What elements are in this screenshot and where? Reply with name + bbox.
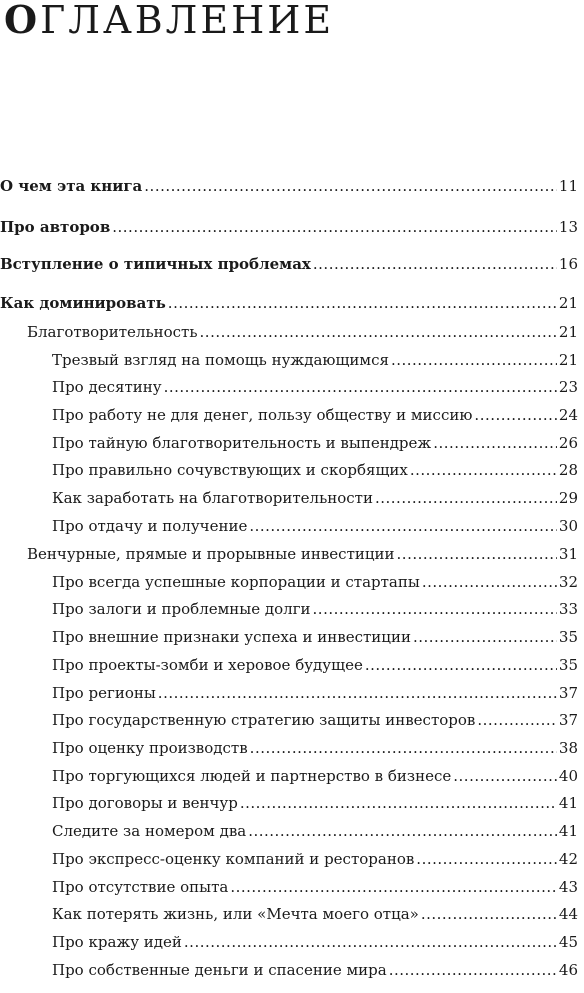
toc-entry-title: Благотворительность	[27, 323, 198, 341]
toc-dot-leader	[365, 653, 557, 677]
toc-subsection	[0, 597, 578, 621]
toc-chapter	[0, 215, 578, 239]
toc-entry-title: Трезвый взгляд на помощь нуждающимся	[52, 351, 389, 369]
toc-page-number: 37	[558, 684, 578, 702]
toc-dot-leader	[413, 625, 557, 649]
toc-entry-title: Следите за номером два	[52, 822, 247, 840]
toc-entry-title: Про государственную стратегию защиты инвесторов	[52, 711, 476, 729]
toc-dot-leader	[375, 486, 557, 510]
toc-dot-leader	[164, 375, 557, 399]
toc-page-number: 21	[558, 351, 578, 369]
toc-subsection	[0, 708, 578, 732]
toc-page-number: 28	[558, 461, 578, 479]
toc-entry-title: Про десятину	[52, 378, 162, 396]
toc-entry-title: Про оценку производств	[52, 739, 248, 757]
toc-entry-title: Про регионы	[52, 684, 156, 702]
toc-page-number: 23	[558, 378, 578, 396]
toc-subsection	[0, 514, 578, 538]
toc-dot-leader	[389, 958, 557, 982]
toc-subsection	[0, 458, 578, 482]
toc-dot-leader	[248, 819, 557, 843]
toc-page-number: 42	[558, 850, 578, 868]
toc-entry-title: Про кражу идей	[52, 933, 182, 951]
toc-page-number: 21	[558, 323, 578, 341]
page-title-rest: ГЛАВЛЕНИЕ	[40, 0, 335, 42]
toc-chapter	[0, 291, 578, 315]
toc-dot-leader	[474, 403, 556, 427]
toc-page-number: 35	[558, 628, 578, 646]
toc-chapter	[0, 252, 578, 276]
page-title	[4, 0, 334, 40]
toc-subsection	[0, 791, 578, 815]
toc-dot-leader	[477, 708, 557, 732]
toc-subsection	[0, 875, 578, 899]
toc-page-number: 31	[558, 545, 578, 563]
toc-dot-leader	[168, 291, 557, 315]
toc-dot-leader	[422, 570, 557, 594]
toc-subsection	[0, 847, 578, 871]
toc-section	[0, 542, 578, 566]
toc-section	[0, 320, 578, 344]
toc-dot-leader	[158, 681, 557, 705]
toc-page-number: 40	[558, 767, 578, 785]
toc-entry-title: Про всегда успешные корпорации и стартапы	[52, 573, 420, 591]
toc-entry-title: Как доминировать	[0, 294, 166, 312]
toc-dot-leader	[397, 542, 557, 566]
toc-entry-title: Про договоры и венчур	[52, 794, 238, 812]
toc-subsection	[0, 930, 578, 954]
toc-dot-leader	[250, 736, 557, 760]
toc-dot-leader	[200, 320, 557, 344]
toc-entry-title: Про торгующихся людей и партнерство в бизнесе	[52, 767, 452, 785]
toc-entry-title: Про отсутствие опыта	[52, 878, 229, 896]
toc-page-number: 13	[558, 218, 578, 236]
toc-page-number: 24	[558, 406, 578, 424]
toc-page-number: 46	[558, 961, 578, 979]
toc-dot-leader	[184, 930, 557, 954]
toc-subsection	[0, 819, 578, 843]
toc-subsection	[0, 902, 578, 926]
toc-dot-leader	[240, 791, 557, 815]
toc-entry-title: Как потерять жизнь, или «Мечта моего отца»	[52, 905, 419, 923]
toc-entry-title: Про внешние признаки успеха и инвестиции	[52, 628, 411, 646]
toc-entry-title: О чем эта книга	[0, 177, 143, 195]
toc-page-number: 37	[558, 711, 578, 729]
toc-page-number: 11	[558, 177, 578, 195]
toc-subsection	[0, 625, 578, 649]
toc-subsection	[0, 958, 578, 982]
toc-page-number: 16	[558, 255, 578, 273]
toc-entry-title: Про работу не для денег, пользу обществу и миссию	[52, 406, 473, 424]
toc-entry-title: Про отдачу и получение	[52, 517, 248, 535]
toc-dot-leader	[144, 174, 557, 198]
toc-subsection	[0, 570, 578, 594]
toc-dot-leader	[249, 514, 557, 538]
toc-dot-leader	[410, 458, 557, 482]
toc-dot-leader	[313, 597, 557, 621]
toc-page-number: 35	[558, 656, 578, 674]
toc-page-number: 29	[558, 489, 578, 507]
toc-dot-leader	[230, 875, 557, 899]
toc-page-number: 30	[558, 517, 578, 535]
toc-entry-title: Про тайную благотворительность и выпендреж	[52, 434, 432, 452]
toc-subsection	[0, 681, 578, 705]
toc-entry-title: Венчурные, прямые и прорывные инвестиции	[27, 545, 395, 563]
toc-subsection	[0, 348, 578, 372]
toc-page-number: 45	[558, 933, 578, 951]
toc-page-number: 38	[558, 739, 578, 757]
toc-page-number: 32	[558, 573, 578, 591]
page-title-initial: О	[4, 0, 41, 42]
toc-page-number: 43	[558, 878, 578, 896]
toc-entry-title: Про авторов	[0, 218, 111, 236]
toc-page-number: 41	[558, 794, 578, 812]
toc-dot-leader	[112, 215, 557, 239]
toc-chapter	[0, 174, 578, 198]
toc-entry-title: Про правильно сочувствующих и скорбящих	[52, 461, 408, 479]
toc-subsection	[0, 375, 578, 399]
toc-dot-leader	[433, 431, 557, 455]
toc-entry-title: Как заработать на благотворительности	[52, 489, 373, 507]
toc-subsection	[0, 403, 578, 427]
toc-entry-title: Про экспресс-оценку компаний и ресторанов	[52, 850, 415, 868]
toc-entry-title: Вступление о типичных проблемах	[0, 255, 311, 273]
toc-entry-title: Про залоги и проблемные долги	[52, 600, 311, 618]
toc-dot-leader	[421, 902, 557, 926]
toc-dot-leader	[391, 348, 557, 372]
toc-page-number: 26	[558, 434, 578, 452]
toc-page-number: 41	[558, 822, 578, 840]
toc-page-number: 21	[558, 294, 578, 312]
toc-page-number: 44	[558, 905, 578, 923]
toc-subsection	[0, 653, 578, 677]
toc-dot-leader	[313, 252, 557, 276]
toc-dot-leader	[416, 847, 557, 871]
toc-entry-title: Про проекты-зомби и херовое будущее	[52, 656, 363, 674]
toc-subsection	[0, 431, 578, 455]
toc-entry-title: Про собственные деньги и спасение мира	[52, 961, 387, 979]
toc-subsection	[0, 736, 578, 760]
toc-page-number: 33	[558, 600, 578, 618]
toc-subsection	[0, 486, 578, 510]
toc-subsection	[0, 764, 578, 788]
toc-dot-leader	[453, 764, 557, 788]
